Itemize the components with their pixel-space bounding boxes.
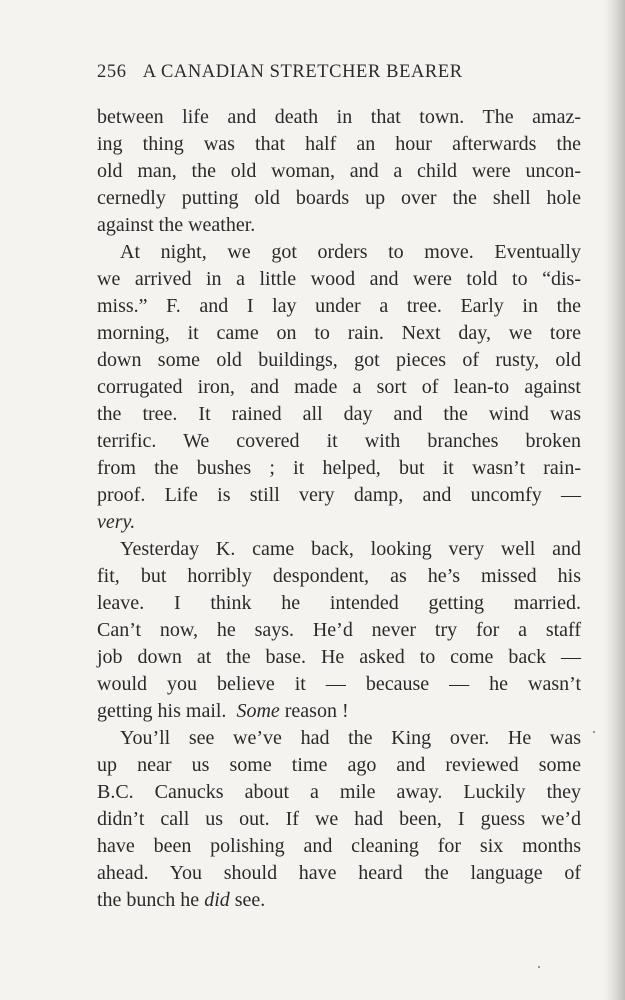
text-line [97, 509, 581, 536]
text-line: between life and death in that town. The amaz- [97, 106, 581, 128]
text-run: the bunch he [97, 889, 205, 911]
text-line: we arrived in a little wood and were told to “dis- [97, 268, 581, 290]
paragraph [97, 725, 581, 914]
page-number: 256 [97, 62, 127, 82]
page-gutter-shadow [603, 0, 625, 1000]
italic-word: very. [97, 511, 136, 533]
text-line: the tree. It rained all day and the wind was [97, 403, 581, 425]
text-line: ahead. You should have heard the language of [97, 862, 581, 884]
text-line: corrugated iron, and made a sort of lean-to against [97, 376, 581, 398]
text-line: Can’t now, he says. He’d never try for a staff [97, 619, 581, 641]
text-line: terrific. We covered it with branches broken [97, 430, 581, 452]
text-line: Yesterday K. came back, looking very well and [120, 538, 581, 560]
text-run: getting his mail. [97, 700, 237, 722]
body-text [97, 104, 581, 914]
text-line: would you believe it — because — he wasn’t [97, 673, 581, 695]
paper-speck [538, 966, 540, 968]
paragraph [97, 239, 581, 536]
paragraph [97, 104, 581, 239]
text-line: cernedly putting old boards up over the shell hole [97, 187, 581, 209]
paper-speck [593, 731, 595, 733]
text-line: didn’t call us out. If we had been, I guess we’d [97, 808, 581, 830]
text-line: from the bushes ; it helped, but it wasn’t rain- [97, 457, 581, 479]
paragraph [97, 536, 581, 725]
text-line: leave. I think he intended getting married. [97, 592, 581, 614]
italic-word: did [204, 889, 230, 911]
text-line: have been polishing and cleaning for six months [97, 835, 581, 857]
text-line: morning, it came on to rain. Next day, we tore [97, 322, 581, 344]
text-line: against the weather. [97, 214, 256, 236]
text-line: proof. Life is still very damp, and uncomfy — [97, 484, 581, 506]
text-line: You’ll see we’ve had the King over. He was [120, 727, 581, 749]
book-title: A CANADIAN STRETCHER BEARER [142, 62, 463, 82]
text-line [97, 698, 581, 725]
text-line: At night, we got orders to move. Eventually [120, 241, 581, 263]
text-line: fit, but horribly despondent, as he’s missed his [97, 565, 581, 587]
text-run: see. [229, 889, 266, 911]
text-line: B.C. Canucks about a mile away. Luckily they [97, 781, 581, 803]
text-line [97, 887, 581, 914]
text-line: miss.” F. and I lay under a tree. Early in the [97, 295, 581, 317]
text-line: job down at the base. He asked to come back — [97, 646, 581, 668]
italic-word: Some [236, 700, 280, 722]
running-head [97, 62, 527, 83]
text-line: down some old buildings, got pieces of rusty, old [97, 349, 581, 371]
text-line: ing thing was that half an hour afterwards the [97, 133, 581, 155]
text-run: reason ! [279, 700, 349, 722]
text-line: up near us some time ago and reviewed some [97, 754, 581, 776]
text-line: old man, the old woman, and a child were uncon- [97, 160, 581, 182]
